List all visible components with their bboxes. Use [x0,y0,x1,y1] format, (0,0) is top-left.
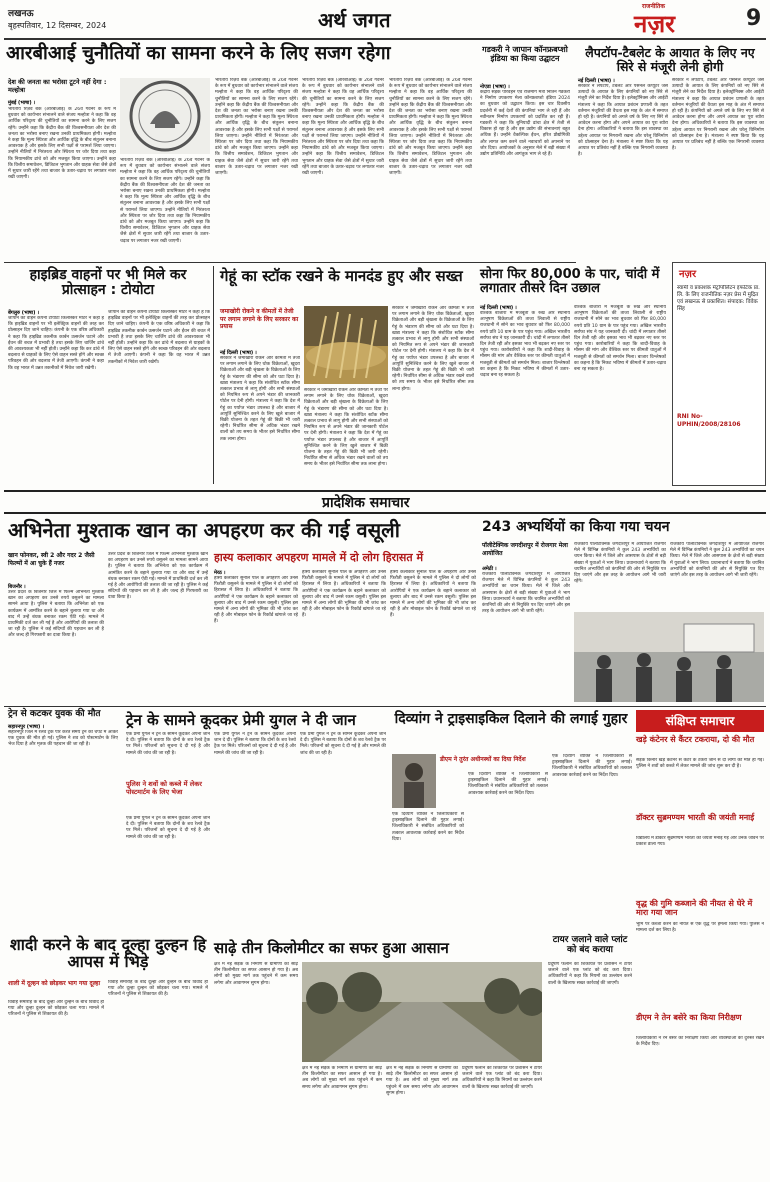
masthead-highlight: RNI No-UPHIN/2008/28106 [677,413,741,428]
journey-photo [302,962,542,1062]
train-headline: ट्रेन के सामने कूदकर प्रेमी युगल ने दी जान [126,711,356,729]
journey-headline: साढ़े तीन किलोमीटर का सफर हुआ आसान [214,939,449,957]
comedian-body-col3: हास्य कलाकार सुनील पाल के अपहरण और उनसे फिरौती वसूलने के मामले में पुलिस ने दो लोगों को हिरासत में लिया है। अधिकारियों ने बताया कि आरोपियों ने एक कार्यक्रम के बहाने कलाकार को बुलाया और बाद में उनसे रकम वसूली। पुलिस इस मामले में अन्य लोगों की भूमिका की भी जांच कर रही है और मोबाइल फोन के रिकॉर्ड खंगाले जा रहे हैं। [390,570,476,619]
hybrid-body-col1: जापान की वाहन कंपनी टोयोटा किर्लोस्कर मोटर ने कहा है कि हाइब्रिड वाहनों पर भी इलेक्ट्रिक वाहनों की तरह कर प्रोत्साहन दिए जाने चाहिए। कंपनी के एक वरिष्ठ अधिकारी ने कहा कि हाइब्रिड तकनीक कार्बन उत्सर्जन घटाने और ईंधन की बचत में प्रभावी है तथा इसके लिए चार्जिंग ढांचे की आवश्यकता भी नहीं होती। उन्होंने कहा कि कर ढांचे में बदलाव से ग्राहकों के लिए ऐसे वाहन सस्ते होंगे और स्वच्छ परिवहन की ओर बदलाव में तेजी आएगी। कंपनी ने कहा कि वह भारत में उन्नत तकनीकों में निवेश जारी रखेगी। [8,316,104,371]
rule-hybrid [213,266,214,484]
hybrid-headline: हाइब्रिड वाहनों पर भी मिले कर प्रोत्साहन : टोयोटा [29,267,187,299]
tricycle-body-col2: एक दिव्यांग व्यक्ति ने जिलाधिकारी से ट्राइसाइकिल दिलाने की गुहार लगाई। जिलाधिकारी ने संबंधित अधिकारियों को तत्काल आवश्यक कार्रवाई करने का निर्देश दिया। [468,772,548,796]
journey-body-col3: क्षेत्र में नई सड़क के निर्माण से ग्रामीणों का साढ़े तीन किलोमीटर का सफर आसान हो गया है। अब लोगों को मुख्य मार्ग तक पहुंचने में कम समय लगेगा और आवागमन सुगम होगा। [386,1066,458,1096]
gadkari-dateline: नोएडा (भाषा) । [480,84,510,90]
brief2-headline: डॉक्टर सुब्रमण्यम भारती की जयंती मनाई [636,813,755,822]
selection-sub: पॉलीटेक्निक जगदीशपुर में रोजगार मेला आयोजित [482,542,568,557]
laptop-body-col1: सरकार ने लैपटॉप, टैबलेट और पर्सनल कंप्यूटर जैसे उत्पादों के आयात के लिए कंपनियों को नए सिरे से मंजूरी लेने का निर्देश दिया है। इलेक्ट्रॉनिक्स और आईटी मंत्रालय ने कहा कि आयात प्रबंधन प्रणाली के तहत वर्तमान मंजूरियों की वैधता इस माह के अंत में समाप्त हो रही है। कंपनियों को अगले वर्ष के लिए नए सिरे से आवेदन करना होगा और अपने आयात का पूरा ब्योरा देना होगा। अधिकारियों ने बताया कि इस व्यवस्था का उद्देश्य आयात पर निगरानी रखना और घरेलू विनिर्माण को प्रोत्साहन देना है। मंत्रालय ने स्पष्ट किया कि यह आयात पर प्रतिबंध नहीं है बल्कि एक निगरानी व्यवस्था है। [578,84,668,158]
laptop-body-col2: सरकार ने लैपटॉप, टैबलेट और पर्सनल कंप्यूटर जैसे उत्पादों के आयात के लिए कंपनियों को नए सिरे से मंजूरी लेने का निर्देश दिया है। इलेक्ट्रॉनिक्स और आईटी मंत्रालय ने कहा कि आयात प्रबंधन प्रणाली के तहत वर्तमान मंजूरियों की वैधता इस माह के अंत में समाप्त हो रही है। कंपनियों को अगले वर्ष के लिए नए सिरे से आवेदन करना होगा और अपने आयात का पूरा ब्योरा देना होगा। अधिकारियों ने बताया कि इस व्यवस्था का उद्देश्य आयात पर निगरानी रखना और घरेलू विनिर्माण को प्रोत्साहन देना है। मंत्रालय ने स्पष्ट किया कि यह आयात पर प्रतिबंध नहीं है बल्कि एक निगरानी व्यवस्था है। [672,78,764,152]
gold-body-col1: वैश्विक बाजारों में मजबूती के रुख और स्थानीय आभूषण विक्रेताओं की ताजा लिवाली से राष्ट्रीय राजधानी में सोने का भाव बुधवार को फिर 80,000 रुपये प्रति 10 ग्राम के पार पहुंच गया। अखिल भारतीय सर्राफा संघ ने यह जानकारी दी। चांदी में लगातार तीसरे दिन तेजी रही और इसका भाव भी बढ़कर नए स्तर पर पहुंच गया। कारोबारियों ने कहा कि शादी-विवाह के मौसम की मांग और वैश्विक स्तर पर कीमती धातुओं में मजबूती से कीमतों को समर्थन मिला। बाजार विश्लेषकों का कहना है कि निकट भविष्य में कीमतों में उतार-चढ़ाव बना रह सकता है। [480,311,570,379]
mushtaq-dateline: बिजनौर । [8,584,26,590]
journey-body-col2: क्षेत्र में नई सड़क के निर्माण से ग्रामीणों का साढ़े तीन किलोमीटर का सफर आसान हो गया है। अब लोगों को मुख्य मार्ग तक पहुंचने में कम समय लगेगा और आवागमन सुगम होगा। [302,1066,382,1090]
hybrid-dateline: बेंगलुरु (भाषा) । [8,310,39,316]
wheat-dateline: नई दिल्ली (भाषा) । [220,350,257,356]
gold-body-col2: वैश्विक बाजारों में मजबूती के रुख और स्थानीय आभूषण विक्रेताओं की ताजा लिवाली से राष्ट्रीय राजधानी में सोने का भाव बुधवार को फिर 80,000 रुपये प्रति 10 ग्राम के पार पहुंच गया। अखिल भारतीय सर्राफा संघ ने यह जानकारी दी। चांदी में लगातार तीसरे दिन तेजी रही और इसका भाव भी बढ़कर नए स्तर पर पहुंच गया। कारोबारियों ने कहा कि शादी-विवाह के मौसम की मांग और वैश्विक स्तर पर कीमती धातुओं में मजबूती से कीमतों को समर्थन मिला। बाजार विश्लेषकों का कहना है कि निकट भविष्य में कीमतों में उतार-चढ़ाव बना रह सकता है। [574,305,666,373]
wheat-body-col2: सरकार ने जमाखोरी रोकने और कीमतों में तेजी पर लगाम लगाने के लिए थोक विक्रेताओं, खुदरा विक्रेताओं और बड़ी श्रृंखला के विक्रेताओं के लिए गेहूं के भंडारण की सीमा को और घटा दिया है। खाद्य मंत्रालय ने कहा कि संशोधित स्टॉक सीमा तत्काल प्रभाव से लागू होगी और सभी संस्थाओं को नियमित रूप से अपने भंडार की जानकारी पोर्टल पर देनी होगी। मंत्रालय ने कहा कि देश में गेहूं का पर्याप्त भंडार उपलब्ध है और बाजार में आपूर्ति सुनिश्चित करने के लिए खुले बाजार में बिक्री योजना के तहत गेहूं की बिक्री भी जारी रहेगी। निर्धारित सीमा से अधिक भंडार रखने वालों को तय समय के भीतर इसे निर्धारित सीमा तक लाना होगा। [304,388,388,468]
gadkari-headline: गडकरी ने जापान कॉनफ्रबप्शो इंडिया का किया उद्घाटन [482,45,568,63]
tricycle-sub: डीएम ने तुरंत अधीनस्थों का दिया निर्देश [440,756,526,763]
selection-photo [574,612,764,702]
masthead-box [672,262,766,486]
regional-bar [4,490,766,514]
header-city: लखनऊ [8,9,34,19]
rbi-body-col4: भारतीय रिज़र्व बैंक (आरबीआई) के 26वें गवर्नर के रूप में बुधवार को कार्यभार संभालने वाले संजय मल्होत्रा ने कहा कि वह आर्थिक परिदृश्य की चुनौतियों का सामना करने के लिए सजग रहेंगे। उन्होंने कहा कि केंद्रीय बैंक की विश्वसनीयता और देश की जनता का भरोसा बनाए रखना उनकी प्राथमिकता होगी। मल्होत्रा ने कहा कि मूल्य स्थिरता और आर्थिक वृद्धि के बीच संतुलन बनाना आवश्यक है और इसके लिए सभी पक्षों से परामर्श लिया जाएगा। उन्होंने नीतियों में निरंतरता और स्थिरता पर जोर दिया तथा कहा कि नियामकीय ढांचे को और मजबूत किया जाएगा। उन्होंने कहा कि वित्तीय समावेशन, डिजिटल भुगतान और ग्राहक सेवा जैसे क्षेत्रों में सुधार जारी रहेंगे तथा बाजार के उतार-चढ़ाव पर लगातार नजर रखी जाएगी। [302,78,384,177]
tricycle-body-col3: एक दिव्यांग व्यक्ति ने जिलाधिकारी से ट्राइसाइकिल दिलाने की गुहार लगाई। जिलाधिकारी ने संबंधित अधिकारियों को तत्काल आवश्यक कार्रवाई करने का निर्देश दिया। [552,754,632,778]
brand-logo [630,2,730,36]
briefs-bar: संक्षिप्त समाचार [636,710,764,732]
train-body-col2: एक प्रेमी युगल ने ट्रेन के सामने कूदकर अपनी जान दे दी। पुलिस ने बताया कि दोनों के शव रेलवे ट्रैक पर मिले। परिजनों को सूचना दे दी गई है और मामले की जांच की जा रही है। [214,732,296,756]
tyre-headline: टायर जलाने वाले प्लांट को बंद कराया [552,935,628,955]
wheat-headline: गेहूं का स्टॉक रखने के मानदंड हुए और सख्त [220,267,463,285]
truck-body: सहारनपुर जिले में रेलवे ट्रैक पार करते समय ट्रेन की चपेट में आकर एक युवक की मौत हो गई। पुलिस ने शव को पोस्टमार्टम के लिए भेज दिया है और मृतक की पहचान की जा रही है। [8,730,118,748]
gadkari-body: केंद्रीय सड़क परिवहन एवं राजमार्ग मंत्री नितिन गडकरी ने निर्माण उपकरण मेला कॉनफ्रबप्शो इंडिया 2024 का बुधवार को उद्घाटन किया। इस चार दिवसीय प्रदर्शनी में कई देशों की कंपनियां भाग ले रही हैं और नवीनतम निर्माण उपकरणों को प्रदर्शित कर रही हैं। गडकरी ने कहा कि बुनियादी ढांचा क्षेत्र में तेजी से विकास हो रहा है और इस उद्योग की संभावनाएं बहुत अधिक हैं। उन्होंने वैकल्पिक ईंधन, हरित प्रौद्योगिकी और लागत कम करने वाले नवाचारों को अपनाने पर जोर दिया। आयोजकों के अनुसार मेले में बड़ी संख्या में उद्योग प्रतिनिधि और आगंतुक भाग ले रहे हैं। [480,90,570,158]
selection-body-col1: राजकीय पॉलीटेक्निक जगदीशपुर में आयोजित रोजगार मेले में विभिन्न कंपनियों ने कुल 243 अभ्यर्थियों का चयन किया। मेले में जिले और आसपास के क्षेत्रों से बड़ी संख्या में युवाओं ने भाग लिया। प्रधानाचार्य ने बताया कि चयनित अभ्यर्थियों को कंपनियों की ओर से नियुक्ति पत्र दिए जाएंगे और इस तरह के आयोजन आगे भी जारी रहेंगे। [482,572,570,615]
mushtaq-body-col1: उत्तर प्रदेश के बिजनौर जिले में फिल्म अभिनेता मुश्ताक खान का अपहरण कर उनसे रुपये वसूलने का मामला सामने आया है। पुलिस ने बताया कि अभिनेता को एक कार्यक्रम में आमंत्रित करने के बहाने बुलाया गया था और बाद में उन्हें बंधक बनाकर रकम ऐंठी गई। मामले में प्राथमिकी दर्ज कर ली गई है और आरोपियों की तलाश की जा रही है। पुलिस ने कई संदिग्धों की पहचान कर ली है और जल्द ही गिरफ्तारी का दावा किया है। [8,590,104,639]
brief4-headline: डीएम ने तेन बसेरे का किया निरीक्षण [636,1013,742,1022]
brief1-headline: खड़े कंटेनर से कैंटर टकराया, दो की मौत [636,735,755,744]
laptop-headline: लैपटॉप-टैबलेट के आयात के लिए नए सिरे से मंजूरी लेनी होगी [585,45,755,74]
comedian-headline: हास्य कलाकार अपहरण मामले में दो लोग हिरासत में [214,551,424,564]
rule-row3 [4,706,766,707]
wheat-photo [304,306,388,384]
regional-title: प्रादेशिक समाचार [322,495,410,511]
comedian-body-col2: हास्य कलाकार सुनील पाल के अपहरण और उनसे फिरौती वसूलने के मामले में पुलिस ने दो लोगों को हिरासत में लिया है। अधिकारियों ने बताया कि आरोपियों ने एक कार्यक्रम के बहाने कलाकार को बुलाया और बाद में उनसे रकम वसूली। पुलिस इस मामले में अन्य लोगों की भूमिका की भी जांच कर रही है और मोबाइल फोन के रिकॉर्ड खंगाले जा रहे हैं। [302,570,386,619]
brand-main: नज़र [634,10,675,38]
masthead-body: स्वामी व प्रकाशक मेट्रोपॉलिटन इंफोटेक प्रा. लि. के लिए राजनीतिक नज़र प्रेस में मुद्रित एवं लखनऊ से प्रकाशित। संपादक: विवेक सिंह [677,285,760,312]
mushtaq-sub: खान फोनकर, स्वी 2 और गदर 2 जैसी फिल्मों में आ चुके हैं नजर [8,552,95,567]
tricycle-headline: दिव्यांग ने ट्राइसाइकिल दिलाने की लगाई गुहार [394,711,628,727]
brief2-body: विद्यालय में डॉक्टर सुब्रमण्यम भारती की जयंती मनाई गई और उनके जीवन पर प्रकाश डाला गया। [636,836,764,848]
selection-headline: 243 अभ्यर्थियों का किया गया चयन [482,519,670,535]
masthead-title: नज़र [679,269,697,280]
selection-dateline: अमेठी । [482,566,497,572]
rbi-headline: आरबीआई चुनौतियों का सामना करने के लिए सजग रहेगा [6,43,391,64]
truck-headline: ट्रेन से कटकर युवक की मौत [8,709,101,719]
wheat-sub: जमाखोरी रोकने व कीमतों में तेजी पर लगाम लगाने के लिए सरकार का प्रयास [220,308,299,330]
selection-body-col2: राजकीय पॉलीटेक्निक जगदीशपुर में आयोजित रोजगार मेले में विभिन्न कंपनियों ने कुल 243 अभ्यर्थियों का चयन किया। मेले में जिले और आसपास के क्षेत्रों से बड़ी संख्या में युवाओं ने भाग लिया। प्रधानाचार्य ने बताया कि चयनित अभ्यर्थियों को कंपनियों की ओर से नियुक्ति पत्र दिए जाएंगे और इस तरह के आयोजन आगे भी जारी रहेंगे। [574,542,666,585]
rbi-body-col5: भारतीय रिज़र्व बैंक (आरबीआई) के 26वें गवर्नर के रूप में बुधवार को कार्यभार संभालने वाले संजय मल्होत्रा ने कहा कि वह आर्थिक परिदृश्य की चुनौतियों का सामना करने के लिए सजग रहेंगे। उन्होंने कहा कि केंद्रीय बैंक की विश्वसनीयता और देश की जनता का भरोसा बनाए रखना उनकी प्राथमिकता होगी। मल्होत्रा ने कहा कि मूल्य स्थिरता और आर्थिक वृद्धि के बीच संतुलन बनाना आवश्यक है और इसके लिए सभी पक्षों से परामर्श लिया जाएगा। उन्होंने नीतियों में निरंतरता और स्थिरता पर जोर दिया तथा कहा कि नियामकीय ढांचे को और मजबूत किया जाएगा। उन्होंने कहा कि वित्तीय समावेशन, डिजिटल भुगतान और ग्राहक सेवा जैसे क्षेत्रों में सुधार जारी रहेंगे तथा बाजार के उतार-चढ़ाव पर लगातार नजर रखी जाएगी। [389,78,472,177]
header-date: बृहस्पतिवार, 12 दिसम्बर, 2024 [8,21,107,30]
rbi-body-col1: भारतीय रिज़र्व बैंक (आरबीआई) के 26वें गवर्नर के रूप में बुधवार को कार्यभार संभालने वाले संजय मल्होत्रा ने कहा कि वह आर्थिक परिदृश्य की चुनौतियों का सामना करने के लिए सजग रहेंगे। उन्होंने कहा कि केंद्रीय बैंक की विश्वसनीयता और देश की जनता का भरोसा बनाए रखना उनकी प्राथमिकता होगी। मल्होत्रा ने कहा कि मूल्य स्थिरता और आर्थिक वृद्धि के बीच संतुलन बनाना आवश्यक है और इसके लिए सभी पक्षों से परामर्श लिया जाएगा। उन्होंने नीतियों में निरंतरता और स्थिरता पर जोर दिया तथा कहा कि नियामकीय ढांचे को और मजबूत किया जाएगा। उन्होंने कहा कि वित्तीय समावेशन, डिजिटल भुगतान और ग्राहक सेवा जैसे क्षेत्रों में सुधार जारी रहेंगे तथा बाजार के उतार-चढ़ाव पर लगातार नजर रखी जाएगी। [8,107,116,181]
comedian-body-col1: हास्य कलाकार सुनील पाल के अपहरण और उनसे फिरौती वसूलने के मामले में पुलिस ने दो लोगों को हिरासत में लिया है। अधिकारियों ने बताया कि आरोपियों ने एक कार्यक्रम के बहाने कलाकार को बुलाया और बाद में उनसे रकम वसूली। पुलिस इस मामले में अन्य लोगों की भूमिका की भी जांच कर रही है और मोबाइल फोन के रिकॉर्ड खंगाले जा रहे हैं। [214,576,298,625]
header [0,0,770,40]
rbi-body-col2: भारतीय रिज़र्व बैंक (आरबीआई) के 26वें गवर्नर के रूप में बुधवार को कार्यभार संभालने वाले संजय मल्होत्रा ने कहा कि वह आर्थिक परिदृश्य की चुनौतियों का सामना करने के लिए सजग रहेंगे। उन्होंने कहा कि केंद्रीय बैंक की विश्वसनीयता और देश की जनता का भरोसा बनाए रखना उनकी प्राथमिकता होगी। मल्होत्रा ने कहा कि मूल्य स्थिरता और आर्थिक वृद्धि के बीच संतुलन बनाना आवश्यक है और इसके लिए सभी पक्षों से परामर्श लिया जाएगा। उन्होंने नीतियों में निरंतरता और स्थिरता पर जोर दिया तथा कहा कि नियामकीय ढांचे को और मजबूत किया जाएगा। उन्होंने कहा कि वित्तीय समावेशन, डिजिटल भुगतान और ग्राहक सेवा जैसे क्षेत्रों में सुधार जारी रहेंगे तथा बाजार के उतार-चढ़ाव पर लगातार नजर रखी जाएगी। [120,158,210,244]
train-body-col1b: एक प्रेमी युगल ने ट्रेन के सामने कूदकर अपनी जान दे दी। पुलिस ने बताया कि दोनों के शव रेलवे ट्रैक पर मिले। परिजनों को सूचना दे दी गई है और मामले की जांच की जा रही है। [126,816,210,840]
tyre-body-col1: प्रदूषण फैलाने की शिकायत पर प्रशासन ने टायर जलाने वाले एक प्लांट को बंद करा दिया। अधिकारियों ने कहा कि नियमों का उल्लंघन करने वालों के खिलाफ सख्त कार्रवाई की जाएगी। [462,1066,542,1090]
tricycle-photo [392,754,436,808]
wedding-body-col2: विवाह समारोह के बाद दूल्हा और दुल्हन के बीच विवाद हो गया और दूल्हा दुल्हन को छोड़कर चला गया। मामले में परिजनों ने पुलिस से शिकायत की है। [108,980,208,998]
hybrid-body-col2: जापान की वाहन कंपनी टोयोटा किर्लोस्कर मोटर ने कहा है कि हाइब्रिड वाहनों पर भी इलेक्ट्रिक वाहनों की तरह कर प्रोत्साहन दिए जाने चाहिए। कंपनी के एक वरिष्ठ अधिकारी ने कहा कि हाइब्रिड तकनीक कार्बन उत्सर्जन घटाने और ईंधन की बचत में प्रभावी है तथा इसके लिए चार्जिंग ढांचे की आवश्यकता भी नहीं होती। उन्होंने कहा कि कर ढांचे में बदलाव से ग्राहकों के लिए ऐसे वाहन सस्ते होंगे और स्वच्छ परिवहन की ओर बदलाव में तेजी आएगी। कंपनी ने कहा कि वह भारत में उन्नत तकनीकों में निवेश जारी रखेगी। [108,310,210,365]
rbi-sub: देश की जनता का भरोसा टूटने नहीं देगा : मल्होत्रा [8,78,107,94]
brand-small: राजनीतिक [642,3,665,10]
truck-dateline: सहारनपुर (भाषा) । [8,724,44,730]
gold-headline: सोना फिर 80,000 के पार, चांदी में लगातार तीसरे दिन उछाल [480,267,660,297]
tyre-body-col2: प्रदूषण फैलाने की शिकायत पर प्रशासन ने टायर जलाने वाले एक प्लांट को बंद करा दिया। अधिकारियों ने कहा कि नियमों का उल्लंघन करने वालों के खिलाफ सख्त कार्रवाई की जाएगी। [548,962,632,986]
journey-body-col1: क्षेत्र में नई सड़क के निर्माण से ग्रामीणों का साढ़े तीन किलोमीटर का सफर आसान हो गया है। अब लोगों को मुख्य मार्ग तक पहुंचने में कम समय लगेगा और आवागमन सुगम होगा। [214,962,298,986]
gold-dateline: नई दिल्ली (भाषा) । [480,305,517,311]
rbi-body-col3: भारतीय रिज़र्व बैंक (आरबीआई) के 26वें गवर्नर के रूप में बुधवार को कार्यभार संभालने वाले संजय मल्होत्रा ने कहा कि वह आर्थिक परिदृश्य की चुनौतियों का सामना करने के लिए सजग रहेंगे। उन्होंने कहा कि केंद्रीय बैंक की विश्वसनीयता और देश की जनता का भरोसा बनाए रखना उनकी प्राथमिकता होगी। मल्होत्रा ने कहा कि मूल्य स्थिरता और आर्थिक वृद्धि के बीच संतुलन बनाना आवश्यक है और इसके लिए सभी पक्षों से परामर्श लिया जाएगा। उन्होंने नीतियों में निरंतरता और स्थिरता पर जोर दिया तथा कहा कि नियामकीय ढांचे को और मजबूत किया जाएगा। उन्होंने कहा कि वित्तीय समावेशन, डिजिटल भुगतान और ग्राहक सेवा जैसे क्षेत्रों में सुधार जारी रहेंगे तथा बाजार के उतार-चढ़ाव पर लगातार नजर रखी जाएगी। [215,78,298,177]
comedian-dateline: मेरठ । [214,570,226,576]
wheat-body-col3: सरकार ने जमाखोरी रोकने और कीमतों में तेजी पर लगाम लगाने के लिए थोक विक्रेताओं, खुदरा विक्रेताओं और बड़ी श्रृंखला के विक्रेताओं के लिए गेहूं के भंडारण की सीमा को और घटा दिया है। खाद्य मंत्रालय ने कहा कि संशोधित स्टॉक सीमा तत्काल प्रभाव से लागू होगी और सभी संस्थाओं को नियमित रूप से अपने भंडार की जानकारी पोर्टल पर देनी होगी। मंत्रालय ने कहा कि देश में गेहूं का पर्याप्त भंडार उपलब्ध है और बाजार में आपूर्ति सुनिश्चित करने के लिए खुले बाजार में बिक्री योजना के तहत गेहूं की बिक्री भी जारी रहेगी। निर्धारित सीमा से अधिक भंडार रखने वालों को तय समय के भीतर इसे निर्धारित सीमा तक लाना होगा। [392,306,474,392]
mushtaq-body-col2: उत्तर प्रदेश के बिजनौर जिले में फिल्म अभिनेता मुश्ताक खान का अपहरण कर उनसे रुपये वसूलने का मामला सामने आया है। पुलिस ने बताया कि अभिनेता को एक कार्यक्रम में आमंत्रित करने के बहाने बुलाया गया था और बाद में उन्हें बंधक बनाकर रकम ऐंठी गई। मामले में प्राथमिकी दर्ज कर ली गई है और आरोपियों की तलाश की जा रही है। पुलिस ने कई संदिग्धों की पहचान कर ली है और जल्द ही गिरफ्तारी का दावा किया है। [108,552,208,601]
brief3-body: भूमि पर कब्जा करने की नीयत से एक वृद्ध पर हमला किया गया। पुलिस ने मामला दर्ज कर लिया है। [636,922,764,934]
brief1-body: सड़क किनारे खड़े कंटेनर से कैंटर के टकरा जाने से दो लोगों की मौत हो गई। पुलिस ने शवों को कब्जे में लेकर मामले की जांच शुरू कर दी है। [636,758,764,770]
train-body-col3: एक प्रेमी युगल ने ट्रेन के सामने कूदकर अपनी जान दे दी। पुलिस ने बताया कि दोनों के शव रेलवे ट्रैक पर मिले। परिजनों को सूचना दे दी गई है और मामले की जांच की जा रही है। [300,732,386,756]
laptop-dateline: नई दिल्ली (भाषा) । [578,78,615,84]
wedding-headline: शादी करने के बाद दूल्हा दुल्हन हि आपस में भिड़े [9,935,207,972]
rbi-logo [120,78,210,154]
wheat-body-col1: सरकार ने जमाखोरी रोकने और कीमतों में तेजी पर लगाम लगाने के लिए थोक विक्रेताओं, खुदरा विक्रेताओं और बड़ी श्रृंखला के विक्रेताओं के लिए गेहूं के भंडारण की सीमा को और घटा दिया है। खाद्य मंत्रालय ने कहा कि संशोधित स्टॉक सीमा तत्काल प्रभाव से लागू होगी और सभी संस्थाओं को नियमित रूप से अपने भंडार की जानकारी पोर्टल पर देनी होगी। मंत्रालय ने कहा कि देश में गेहूं का पर्याप्त भंडार उपलब्ध है और बाजार में आपूर्ति सुनिश्चित करने के लिए खुले बाजार में बिक्री योजना के तहत गेहूं की बिक्री भी जारी रहेगी। निर्धारित सीमा से अधिक भंडार रखने वालों को तय समय के भीतर इसे निर्धारित सीमा तक लाना होगा। [220,356,300,442]
header-rule [4,38,766,40]
page-number: 9 [746,6,762,31]
mushtaq-headline: अभिनेता मुश्ताक खान का अपहरण कर की गई वसूली [8,518,400,542]
rbi-dateline: मुंबई (भाषा) । [8,100,36,106]
train-body-col1: एक प्रेमी युगल ने ट्रेन के सामने कूदकर अपनी जान दे दी। पुलिस ने बताया कि दोनों के शव रेलवे ट्रैक पर मिले। परिजनों को सूचना दे दी गई है और मामले की जांच की जा रही है। [126,732,210,756]
selection-body-col3: राजकीय पॉलीटेक्निक जगदीशपुर में आयोजित रोजगार मेले में विभिन्न कंपनियों ने कुल 243 अभ्यर्थियों का चयन किया। मेले में जिले और आसपास के क्षेत्रों से बड़ी संख्या में युवाओं ने भाग लिया। प्रधानाचार्य ने बताया कि चयनित अभ्यर्थियों को कंपनियों की ओर से नियुक्ति पत्र दिए जाएंगे और इस तरह के आयोजन आगे भी जारी रहेंगे। [670,542,764,579]
wedding-sub: शाली में दूल्हन को छोड़कर भाग गया दूल्हा [8,980,101,987]
tricycle-body-col1: एक दिव्यांग व्यक्ति ने जिलाधिकारी से ट्राइसाइकिल दिलाने की गुहार लगाई। जिलाधिकारी ने संबंधित अधिकारियों को तत्काल आवश्यक कार्रवाई करने का निर्देश दिया। [392,812,464,842]
brief4-body: जिलाधिकारी ने रैन बसेरे का निरीक्षण किया और व्यवस्थाओं को दुरुस्त रखने के निर्देश दिए। [636,1036,764,1048]
brief3-headline: वृद्ध की गुमि कब्जाने की नीयत से घेरे में मारा गया जान [636,899,753,917]
train-sub: पुलिस ने शवों को कब्जे में लेकर पोस्टमार्टम के लिए भेजा [126,780,202,796]
rule-row1 [4,262,576,263]
section-title: अर्थ जगत [318,8,391,32]
wedding-body-col1: विवाह समारोह के बाद दूल्हा और दुल्हन के बीच विवाद हो गया और दूल्हा दुल्हन को छोड़कर चला गया। मामले में परिजनों ने पुलिस से शिकायत की है। [8,1000,104,1018]
